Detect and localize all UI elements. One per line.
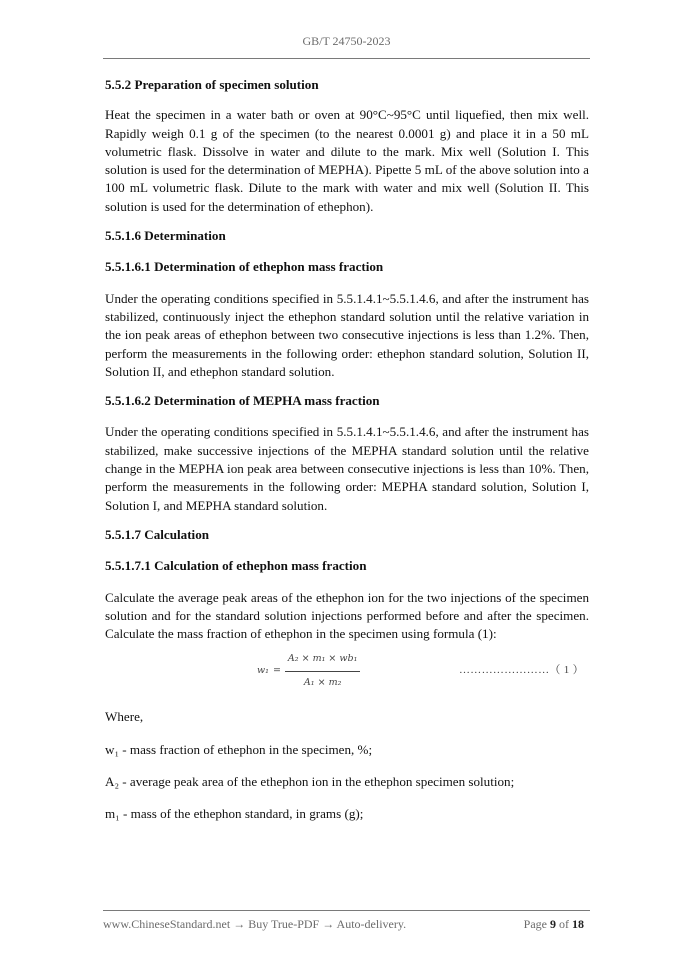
formula-1: [105, 650, 589, 690]
where-label: Where,: [105, 709, 144, 725]
page-header: [103, 34, 590, 59]
paragraph-ethephon-calculation: Calculate the average peak areas of the ethephon ion for the two injections of the specimen solution and for the standard solution injections performed before and after the specimen. Calculate the mass fraction of ethephon in the specimen using formula (1):: [105, 589, 589, 642]
paragraph-specimen-solution: Heat the specimen in a water bath or oven at 90°C~95°C until liquefied, then mix well. Rapidly weigh 0.1 g of the specimen (to the nearest 0.0001 g) and place it in a 50 mL volumetric flask. Dissolve in water and dilute to the mark. Mix well (Solution I. This solution is used for the determination of MEPHA). Pipette 5 mL of the above solution into a 100 mL volumetric flask. Dilute to the mark with water and mix well (Solution II. This solution is used for the determination of ethephon).: [105, 107, 589, 214]
section-heading-5-5-2: 5.5.2 Preparation of specimen solution: [105, 77, 319, 92]
section-heading-5-5-1-7-1: 5.5.1.7.1 Calculation of ethephon mass fraction: [105, 558, 367, 574]
formula-equals: =: [272, 665, 281, 677]
page-number: [524, 917, 584, 932]
page-content: [105, 76, 589, 824]
current-page: 9: [550, 917, 556, 931]
definition-w1: w₁ - mass fraction of ethephon in the specimen, %;: [105, 741, 373, 757]
definition-a2: A₂ - average peak area of the ethephon ion in the ethephon specimen solution;: [105, 774, 515, 790]
section-heading-5-5-1-6-2: 5.5.1.6.2 Determination of MEPHA mass fraction: [105, 393, 380, 409]
section-heading-5-5-1-6-1: 5.5.1.6.1 Determination of ethephon mass fraction: [105, 259, 384, 275]
formula-expression: [257, 650, 360, 692]
formula-number: ……………………（ 1 ）: [459, 664, 584, 677]
formula-lhs: w₁: [257, 665, 269, 677]
formula-fraction: [285, 650, 361, 692]
section-heading-5-5-1-6: 5.5.1.6 Determination: [105, 228, 226, 244]
formula-denominator: A₁ × m₂: [303, 676, 342, 688]
footer-site-link[interactable]: www.ChineseStandard.net → Buy True-PDF → Auto-delivery.: [103, 917, 407, 931]
paragraph-mepha-determination: Under the operating conditions specified in 5.5.1.4.1~5.5.1.4.6, and after the instrument has stabilized, make successive injections of the MEPHA standard solution until the relative change in the MEPHA ion peak area between consecutive injections is less than 10%. Then, perform the measurements in the following order: MEPHA standard solution, Solution I, Solution I, and MEPHA standard solution.: [105, 424, 589, 513]
standard-number: GB/T 24750-2023: [302, 34, 391, 48]
page-of-label: of: [559, 917, 569, 931]
formula-numerator: A₂ × m₁ × wb₁: [285, 650, 361, 671]
page-footer: [103, 910, 590, 931]
definition-m1: m₁ - mass of the ethephon standard, in grams (g);: [105, 806, 364, 822]
total-pages: 18: [572, 917, 584, 931]
section-heading-5-5-1-7: 5.5.1.7 Calculation: [105, 526, 210, 542]
paragraph-ethephon-determination: Under the operating conditions specified in 5.5.1.4.1~5.5.1.4.6, and after the instrument has stabilized, continuously inject the ethephon standard solution until the relative variation in the ion peak areas of ethephon between two consecutive injections is less than 1.2%. Then, perform the measurements in the following order: ethephon standard solution, Solution II, Solution II, and ethephon standard solution.: [105, 290, 589, 379]
page-label: Page: [523, 917, 547, 931]
